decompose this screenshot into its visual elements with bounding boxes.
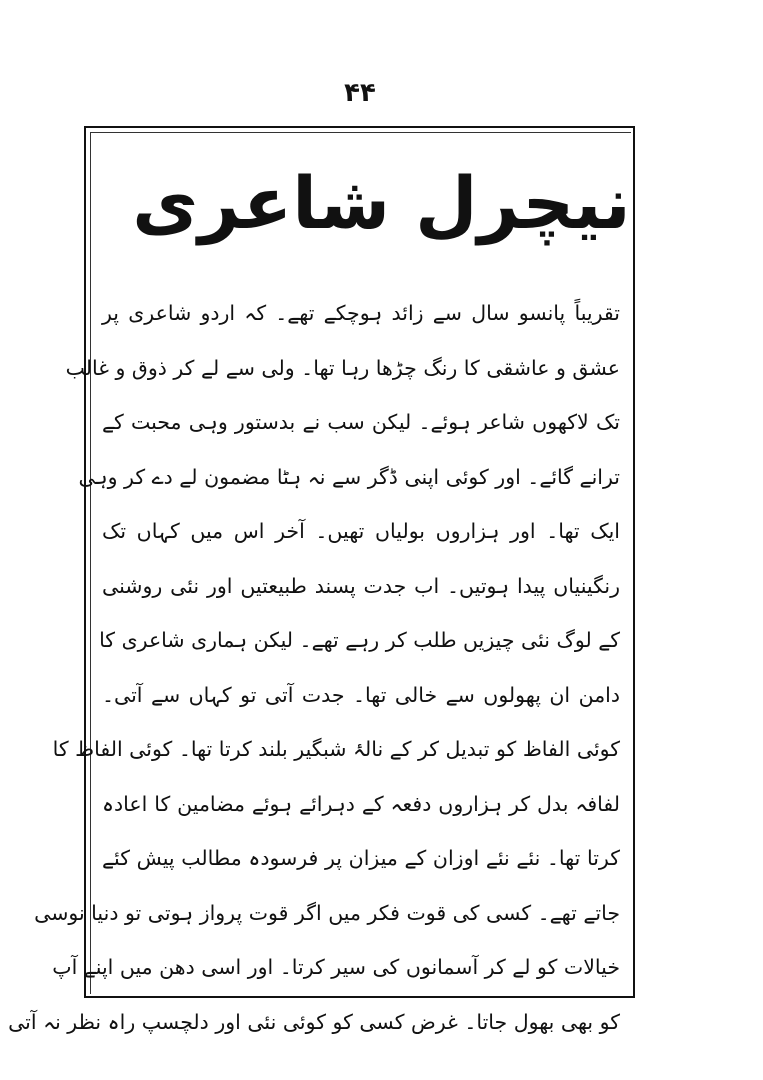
chapter-title: نیچرل شاعری [132, 161, 631, 245]
text-line: دامن ان پھولوں سے خالی تھا۔ جدت آتی تو کہاں سے آتی۔ [102, 682, 620, 707]
text-line: کوئی الفاظ کو تبدیل کر کے نالۂ شبگیر بلند کرتا تھا۔ کوئی الفاظ کا [52, 737, 620, 761]
text-line: کے لوگ نئی چیزیں طلب کر رہے تھے۔ لیکن ہماری شاعری کا [99, 628, 620, 652]
text-line: ترانے گائے۔ اور کوئی اپنی ڈگر سے نہ ہٹا مضمون لے دے کر وہی [78, 464, 620, 489]
text-line: کو بھی بھول جاتا۔ غرض کسی کو کوئی نئی اور دلچسپ راہ نظر نہ آتی [8, 1009, 620, 1034]
text-line: لفافہ بدل کر ہزاروں دفعہ کے دہرائے ہوئے مضامین کا اعادہ [102, 791, 620, 816]
text-line: عشق و عاشقی کا رنگ چڑھا رہا تھا۔ ولی سے لے کر ذوق و غالب [65, 355, 620, 380]
page-number: ۴۴ [344, 78, 376, 108]
text-line: ایک تھا۔ اور ہزاروں بولیاں تھیں۔ آخر اس میں کہاں تک [102, 519, 620, 543]
text-line: رنگینیاں پیدا ہوتیں۔ اب جدت پسند طبیعتیں اور نئی روشنی [102, 573, 620, 598]
text-line: تک لاکھوں شاعر ہوئے۔ لیکن سب نے بدستور وہی محبت کے [102, 410, 620, 434]
text-line: تقریباً پانسو سال سے زائد ہوچکے تھے۔ کہ اردو شاعری پر [102, 301, 620, 325]
text-line: خیالات کو لے کر آسمانوں کی سیر کرتا۔ اور اسی دھن میں اپنے آپ [52, 955, 620, 979]
text-line: کرتا تھا۔ نئے نئے اوزان کے میزان پر فرسودہ مطالب پیش کئے [102, 846, 620, 870]
body-text [8, 286, 620, 1049]
text-line: جاتے تھے۔ کسی کی قوت فکر میں اگر قوت پرواز ہوتی تو دنیا نوسی [34, 900, 620, 925]
